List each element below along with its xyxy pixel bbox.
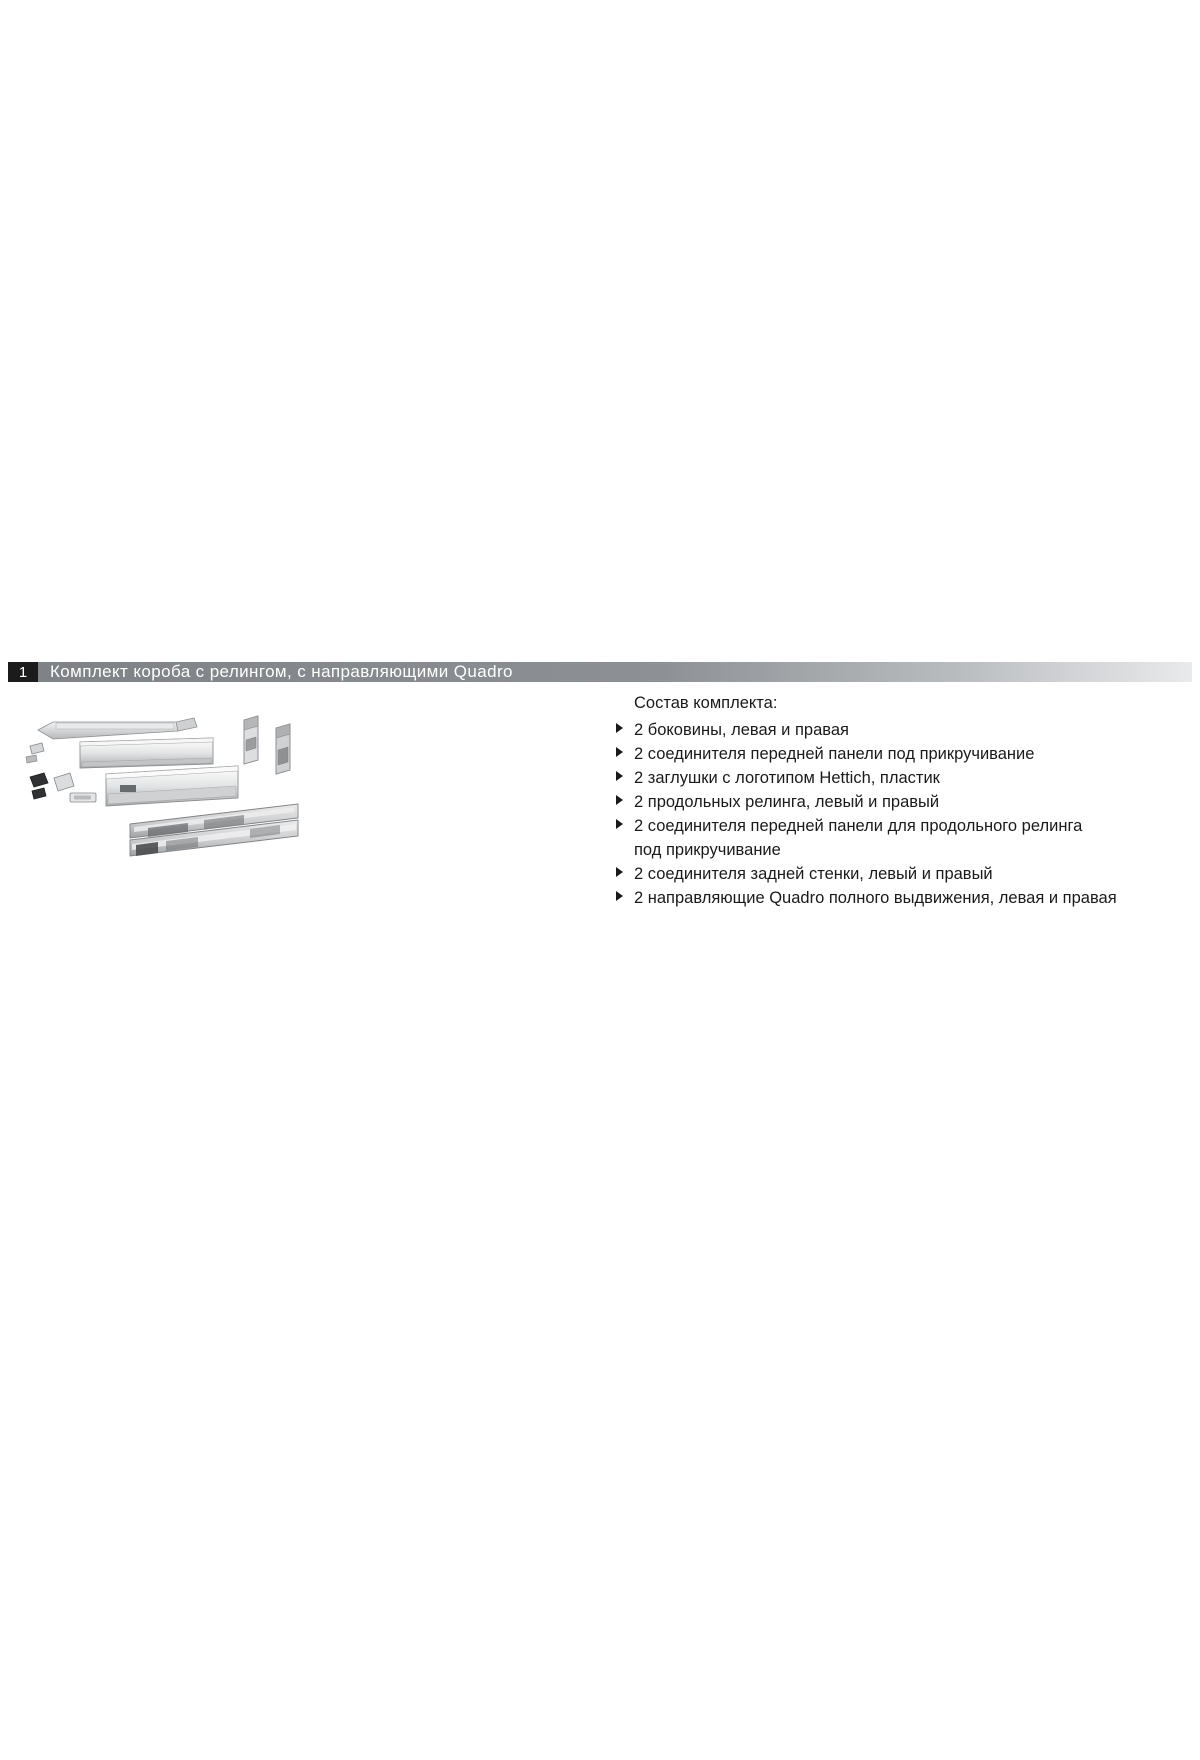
list-item-label: 2 заглушки с логотипом Hettich, пластик xyxy=(634,769,940,787)
triangle-bullet-icon xyxy=(616,819,623,829)
longitudinal-railing-upper xyxy=(38,718,197,739)
rear-wall-connectors xyxy=(244,716,290,774)
list-item-label: 2 продольных релинга, левый и правый xyxy=(634,793,940,811)
triangle-bullet-icon xyxy=(616,723,623,733)
content-heading: Состав комплекта: xyxy=(634,694,778,712)
drawer-kit-exploded-view xyxy=(8,682,608,900)
list-item xyxy=(612,815,1192,862)
list-item xyxy=(612,719,1192,743)
parts-list xyxy=(612,719,1192,910)
list-item-label: 2 боковины, левая и правая xyxy=(634,721,849,739)
step-number-badge: 1 xyxy=(8,662,38,682)
triangle-bullet-icon xyxy=(616,867,623,877)
content-panel xyxy=(608,682,1192,911)
list-item xyxy=(612,791,1192,815)
drawer-side-panel-lower xyxy=(106,766,238,806)
list-item xyxy=(612,743,1192,767)
triangle-bullet-icon xyxy=(616,795,623,805)
card-header xyxy=(8,662,1192,682)
card-body xyxy=(8,682,1192,911)
instruction-card xyxy=(8,662,1192,908)
illustration-panel xyxy=(8,682,608,911)
list-item xyxy=(612,887,1192,911)
triangle-bullet-icon xyxy=(616,771,623,781)
triangle-bullet-icon xyxy=(616,747,623,757)
list-item-label: 2 соединителя передней панели для продольного релинга xyxy=(634,817,1083,835)
triangle-bullet-icon xyxy=(616,891,623,901)
list-item-label: 2 соединителя задней стенки, левый и правый xyxy=(634,864,993,883)
list-item-label: 2 соединителя передней панели под прикручивание xyxy=(634,745,1035,763)
list-item-label: 2 направляющие Quadro полного выдвижения, левая и правая xyxy=(634,888,1117,907)
drawer-side-panel-upper xyxy=(80,738,213,768)
list-item xyxy=(612,863,1192,887)
list-item xyxy=(612,767,1192,791)
list-item-label-continued: под прикручивание xyxy=(634,840,781,859)
card-title: Комплект короба с релингом, с направляющими Quadro xyxy=(50,662,513,681)
